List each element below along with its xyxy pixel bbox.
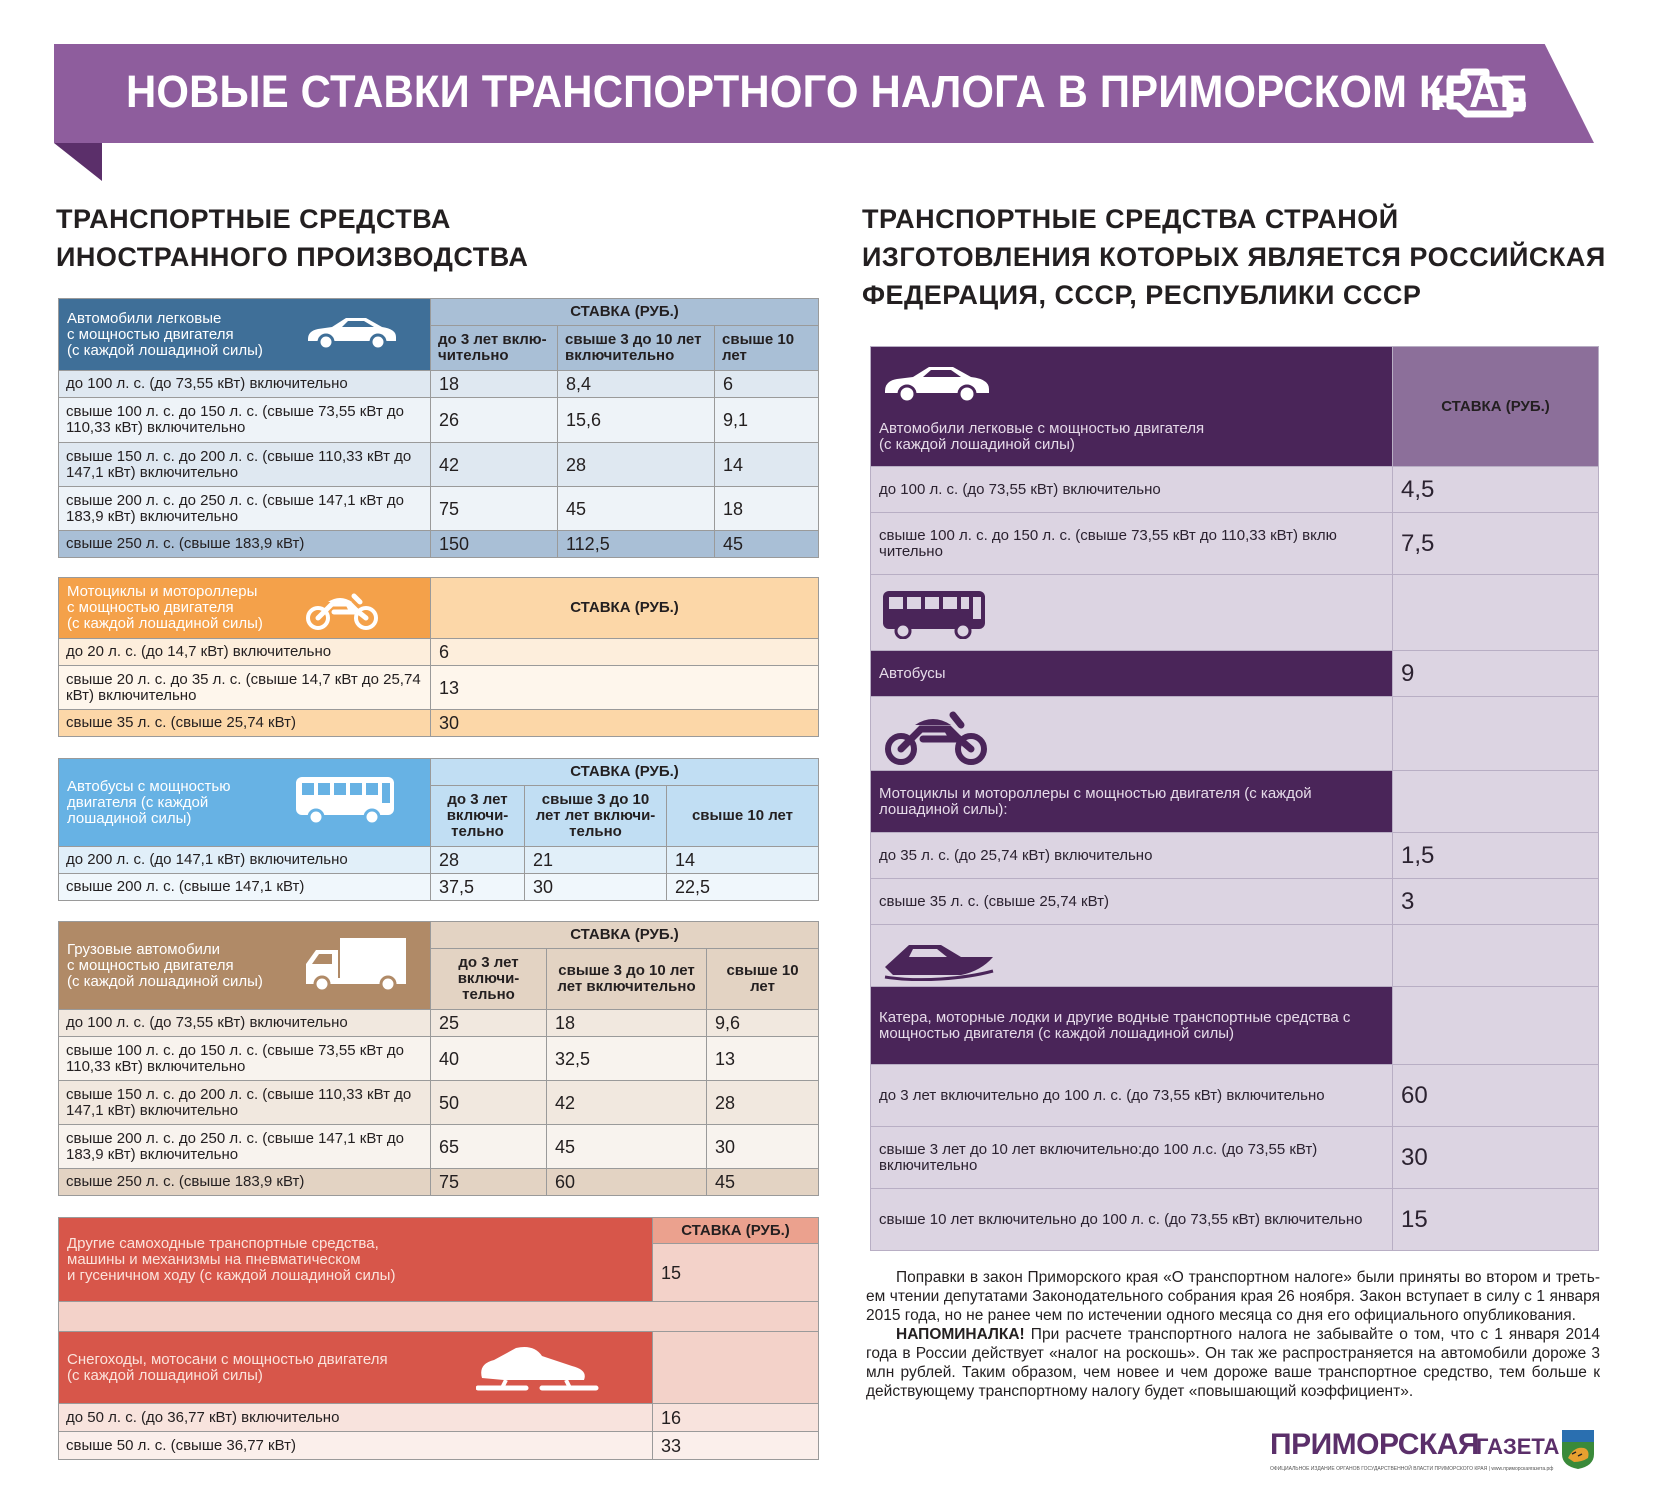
bus-col-header: свыше 10 лет (667, 786, 819, 847)
table-row (871, 833, 1599, 879)
newspaper-logo (1270, 1428, 1600, 1480)
notes-text (866, 1268, 1600, 1401)
truck-rate-header: СТАВКА (РУБ.) (431, 922, 819, 949)
rate-value: 6 (715, 371, 819, 398)
rate-value: 45 (707, 1169, 819, 1196)
foreign-other-table (58, 1217, 819, 1460)
left-heading (56, 200, 528, 276)
rate-value: 25 (431, 1010, 547, 1037)
table-row (59, 710, 819, 737)
crest-icon (1560, 1428, 1596, 1470)
row-label: свыше 50 л. с. (свыше 36,77 кВт) (59, 1432, 653, 1460)
bus-col-header: до 3 лет включи- тельно (431, 786, 525, 847)
foreign-truck-table (58, 921, 819, 1196)
row-label: до 100 л. с. (до 73,55 кВт) включительно (871, 467, 1393, 513)
table-row (59, 1037, 819, 1081)
moto-category-line: Мотоциклы и мотороллеры (67, 583, 258, 600)
row-label: до 35 л. с. (до 25,74 кВт) включительно (871, 833, 1393, 879)
rate-value: 28 (431, 847, 525, 874)
table-row (59, 1081, 819, 1125)
moto-category-cell (59, 578, 431, 639)
cars-rate-header: СТАВКА (РУБ.) (431, 299, 819, 326)
motorcycle-icon (883, 707, 991, 767)
rate-value: 14 (667, 847, 819, 874)
truck-col-header: до 3 лет включи- тельно (431, 949, 547, 1010)
car-icon (304, 313, 400, 351)
bus-rate-header: СТАВКА (РУБ.) (431, 759, 819, 786)
rate-value: 28 (707, 1081, 819, 1125)
rate-value: 21 (525, 847, 667, 874)
motorcycle-icon (304, 590, 380, 630)
other-category-line: Другие самоходные транспортные средства, (67, 1234, 379, 1252)
rate-value: 30 (431, 710, 819, 737)
row-label: свыше 200 л. с. до 250 л. с. (свыше 147,1 кВт до 183,9 кВт) включительно (59, 487, 431, 531)
ru-boat-category-cell (871, 987, 1393, 1065)
ru-cars-category-line: (с каждой лошадиной силы) (879, 435, 1075, 453)
rate-value: 9,1 (715, 398, 819, 443)
snow-category-cell (59, 1332, 653, 1404)
logo-secondary-text: ГАЗЕТА (1476, 1434, 1560, 1459)
table-row (59, 398, 819, 443)
rate-value: 26 (431, 398, 558, 443)
rate-value: 13 (707, 1037, 819, 1081)
logo-main-text: ПРИМОРСКАЯ (1270, 1428, 1479, 1461)
other-category-line: машины и механизмы на пневматическом (67, 1250, 361, 1268)
rate-value: 65 (431, 1125, 547, 1169)
table-row (871, 467, 1599, 513)
bus-category-line: Автобусы с мощностью (67, 777, 231, 795)
rate-value: 75 (431, 487, 558, 531)
rate-value: 42 (431, 443, 558, 487)
rate-value: 50 (431, 1081, 547, 1125)
rate-value: 112,5 (558, 531, 715, 558)
table-row (59, 1125, 819, 1169)
row-label: свыше 3 лет до 10 лет включительно:до 100 л.с. (до 73,55 кВт) включительно (871, 1127, 1393, 1189)
rate-value: 18 (547, 1010, 707, 1037)
engine-icon (1428, 58, 1528, 130)
cars-col-header: свыше 10 лет (715, 326, 819, 371)
row-label: свыше 150 л. с. до 200 л. с. (свыше 110,33 кВт до 147,1 кВт) включительно (59, 443, 431, 487)
rate-value: 4,5 (1393, 467, 1599, 513)
table-row (59, 487, 819, 531)
row-label: Автобусы (871, 651, 1393, 697)
rate-value: 14 (715, 443, 819, 487)
table-row (59, 443, 819, 487)
bus-icon (294, 775, 398, 825)
ru-moto-category-line: Мотоциклы и мотороллеры с мощностью двигателя (с каждой (879, 784, 1312, 802)
rate-value: 13 (431, 666, 819, 710)
bus-col-header: свыше 3 до 10 лет лет включи- тельно (525, 786, 667, 847)
rate-value: 150 (431, 531, 558, 558)
rate-value: 28 (558, 443, 715, 487)
ru-boat-icon-cell (871, 925, 1393, 987)
rate-value: 45 (547, 1125, 707, 1169)
ru-bus-rate-empty (1393, 575, 1599, 651)
table-row (59, 1404, 819, 1432)
moto-category-line: (с каждой лошадиной силы) (67, 615, 263, 632)
snow-category-line: (с каждой лошадиной силы) (67, 1366, 263, 1384)
rate-value: 15,6 (558, 398, 715, 443)
rate-value: 3 (1393, 879, 1599, 925)
row-label: свыше 200 л. с. до 250 л. с. (свыше 147,1 кВт до 183,9 кВт) включительно (59, 1125, 431, 1169)
row-label: свыше 35 л. с. (свыше 25,74 кВт) (59, 710, 431, 737)
table-row (59, 1010, 819, 1037)
rate-value: 22,5 (667, 874, 819, 901)
rate-value: 37,5 (431, 874, 525, 901)
russian-vehicles-table (870, 346, 1599, 1251)
foreign-moto-table (58, 577, 819, 737)
moto-category-line: с мощностью двигателя (67, 599, 234, 616)
row-label: свыше 100 л. с. до 150 л. с. (свыше 73,55 кВт до 110,33 кВт) вклю чительно (871, 513, 1393, 575)
other-category-line: и гусеничном ходу (с каждой лошадиной силы) (67, 1266, 396, 1284)
ru-boat-rate-empty (1393, 925, 1599, 987)
table-row (871, 513, 1599, 575)
truck-category-cell (59, 922, 431, 1010)
snow-category-line: Снегоходы, мотосани с мощностью двигателя (67, 1350, 388, 1368)
right-heading-line-3: ФЕДЕРАЦИЯ, СССР, РЕСПУБЛИКИ СССР (862, 280, 1422, 310)
rate-value: 45 (558, 487, 715, 531)
rate-value: 30 (707, 1125, 819, 1169)
table-row (59, 1169, 819, 1196)
row-label: свыше 100 л. с. до 150 л. с. (свыше 73,55 кВт до 110,33 кВт) включительно (59, 1037, 431, 1081)
row-label: свыше 250 л. с. (свыше 183,9 кВт) (59, 531, 431, 558)
rate-value: 33 (653, 1432, 819, 1460)
rate-value: 60 (1393, 1065, 1599, 1127)
ru-moto-rate-empty-2 (1393, 771, 1599, 833)
foreign-cars-table (58, 298, 819, 558)
row-label: свыше 150 л. с. до 200 л. с. (свыше 110,33 кВт до 147,1 кВт) включительно (59, 1081, 431, 1125)
left-heading-line-1: ТРАНСПОРТНЫЕ СРЕДСТВА (56, 204, 451, 234)
bus-category-cell (59, 759, 431, 847)
row-label: до 200 л. с. (до 147,1 кВт) включительно (59, 847, 431, 874)
rate-value: 16 (653, 1404, 819, 1432)
row-label: до 50 л. с. (до 36,77 кВт) включительно (59, 1404, 653, 1432)
ru-bus-icon-cell (871, 575, 1393, 651)
table-row (59, 666, 819, 710)
truck-category-line: с мощностью двигателя (67, 956, 234, 974)
ru-boat-category-line: мощностью двигателя (с каждой лошадиной силы) (879, 1024, 1234, 1042)
ru-cars-category-cell (871, 347, 1393, 467)
row-label: свыше 10 лет включительно до 100 л. с. (до 73,55 кВт) включительно (871, 1189, 1393, 1251)
rate-value: 8,4 (558, 371, 715, 398)
table-row (59, 371, 819, 398)
rate-value: 60 (547, 1169, 707, 1196)
row-label: до 20 л. с. (до 14,7 кВт) включительно (59, 639, 431, 666)
rate-value: 15 (1393, 1189, 1599, 1251)
table-row (871, 1189, 1599, 1251)
ru-rate-header: СТАВКА (РУБ.) (1393, 347, 1599, 467)
cars-category-line: с мощностью двигателя (67, 325, 234, 343)
bus-category-line: двигателя (с каждой (67, 793, 209, 811)
rate-value: 18 (431, 371, 558, 398)
table-row (59, 531, 819, 558)
table-row (871, 879, 1599, 925)
rate-value: 30 (1393, 1127, 1599, 1189)
other-rate-header: СТАВКА (РУБ.) (653, 1218, 819, 1244)
rate-value: 45 (715, 531, 819, 558)
cars-col-header: до 3 лет вклю- чительно (431, 326, 558, 371)
rate-value: 9,6 (707, 1010, 819, 1037)
rate-value: 15 (653, 1244, 819, 1302)
bus-icon (881, 589, 989, 639)
table-row (59, 847, 819, 874)
row-label: до 100 л. с. (до 73,55 кВт) включительно (59, 371, 431, 398)
ru-moto-rate-empty (1393, 697, 1599, 771)
snow-rate-empty (653, 1332, 819, 1404)
table-row (59, 639, 819, 666)
rate-value: 30 (525, 874, 667, 901)
row-label: до 3 лет включительно до 100 л. с. (до 73,55 кВт) включительно (871, 1065, 1393, 1127)
table-row (871, 651, 1599, 697)
cars-col-header: свыше 3 до 10 лет включительно (558, 326, 715, 371)
row-label: свыше 20 л. с. до 35 л. с. (свыше 14,7 кВт до 25,74 кВт) включительно (59, 666, 431, 710)
bus-category-line: лошадиной силы) (67, 809, 192, 827)
snowmobile-icon (476, 1342, 600, 1396)
ru-cars-category-line: Автомобили легковые с мощностью двигателя (879, 419, 1205, 437)
truck-category-line: (с каждой лошадиной силы) (67, 972, 263, 990)
row-label: свыше 100 л. с. до 150 л. с. (свыше 73,55 кВт до 110,33 кВт) включительно (59, 398, 431, 443)
rate-value: 18 (715, 487, 819, 531)
spacer-row (59, 1302, 819, 1332)
right-heading (862, 200, 1606, 314)
truck-icon (304, 936, 408, 994)
rate-value: 6 (431, 639, 819, 666)
rate-value: 9 (1393, 651, 1599, 697)
cars-category-cell (59, 299, 431, 371)
ru-moto-category-line: лошадиной силы): (879, 800, 1008, 818)
logo-small-text: ОФИЦИАЛЬНОЕ ИЗДАНИЕ ОРГАНОВ ГОСУДАРСТВЕННОЙ ВЛАСТИ ПРИМОРСКОГО КРАЯ | www.приморскаягазета.рф (1270, 1466, 1554, 1472)
reminder-text: При расчете транспортного налога не забывайте о том, что с 1 января 2014 года в России действует «налог на роскошь». Он так же распространяется на автомобили дороже 3 млн рублей. Таким образом, чем новее и чем дороже ваше транспортное средство, тем больше к действующему транспортному налогу будет «повышающий коэффициент». (866, 1326, 1600, 1400)
reminder-label: НАПОМИНАЛКА! (896, 1326, 1025, 1343)
table-row (59, 874, 819, 901)
other-category-cell (59, 1218, 653, 1302)
banner-fold (54, 143, 102, 181)
cars-category-line: Автомобили легковые (67, 309, 222, 327)
notes-paragraph-2 (866, 1325, 1600, 1401)
rate-value: 75 (431, 1169, 547, 1196)
ru-boat-category-line: Катера, моторные лодки и другие водные транспортные средства с (879, 1008, 1351, 1026)
rate-value: 42 (547, 1081, 707, 1125)
foreign-bus-table (58, 758, 819, 901)
rate-value: 40 (431, 1037, 547, 1081)
truck-category-line: Грузовые автомобили (67, 940, 221, 958)
ru-moto-category-cell (871, 771, 1393, 833)
right-heading-line-2: ИЗГОТОВЛЕНИЯ КОТОРЫХ ЯВЛЯЕТСЯ РОССИЙСКАЯ (862, 242, 1606, 272)
right-heading-line-1: ТРАНСПОРТНЫЕ СРЕДСТВА СТРАНОЙ (862, 204, 1399, 234)
row-label: свыше 35 л. с. (свыше 25,74 кВт) (871, 879, 1393, 925)
row-label: свыше 250 л. с. (свыше 183,9 кВт) (59, 1169, 431, 1196)
notes-paragraph-1: Поправки в закон Приморского края «О транспортном налоге» были приняты во втором и треть-ем чтении депутатами Законодательного собрания края 26 ноября. Закон вступает в силу с 1 января 2015 года, но не ранее чем по истечении одного месяца со дня его официального опубликования. (866, 1269, 1600, 1324)
row-label: свыше 200 л. с. (свыше 147,1 кВт) (59, 874, 431, 901)
table-row (871, 1127, 1599, 1189)
rate-value: 32,5 (547, 1037, 707, 1081)
cars-category-line: (с каждой лошадиной силы) (67, 341, 263, 359)
rate-value: 1,5 (1393, 833, 1599, 879)
row-label: до 100 л. с. (до 73,55 кВт) включительно (59, 1010, 431, 1037)
truck-col-header: свыше 10 лет (707, 949, 819, 1010)
ru-boat-rate-empty-2 (1393, 987, 1599, 1065)
truck-col-header: свыше 3 до 10 лет лет включительно (547, 949, 707, 1010)
left-heading-line-2: ИНОСТРАННОГО ПРОИЗВОДСТВА (56, 242, 529, 272)
table-row (871, 1065, 1599, 1127)
moto-rate-header: СТАВКА (РУБ.) (431, 578, 819, 639)
car-icon (881, 361, 993, 405)
ru-moto-icon-cell (871, 697, 1393, 771)
boat-icon (881, 937, 997, 981)
page-title: НОВЫЕ СТАВКИ ТРАНСПОРТНОГО НАЛОГА В ПРИМОРСКОМ КРАЕ (126, 66, 1528, 117)
table-row (59, 1432, 819, 1460)
rate-value: 7,5 (1393, 513, 1599, 575)
